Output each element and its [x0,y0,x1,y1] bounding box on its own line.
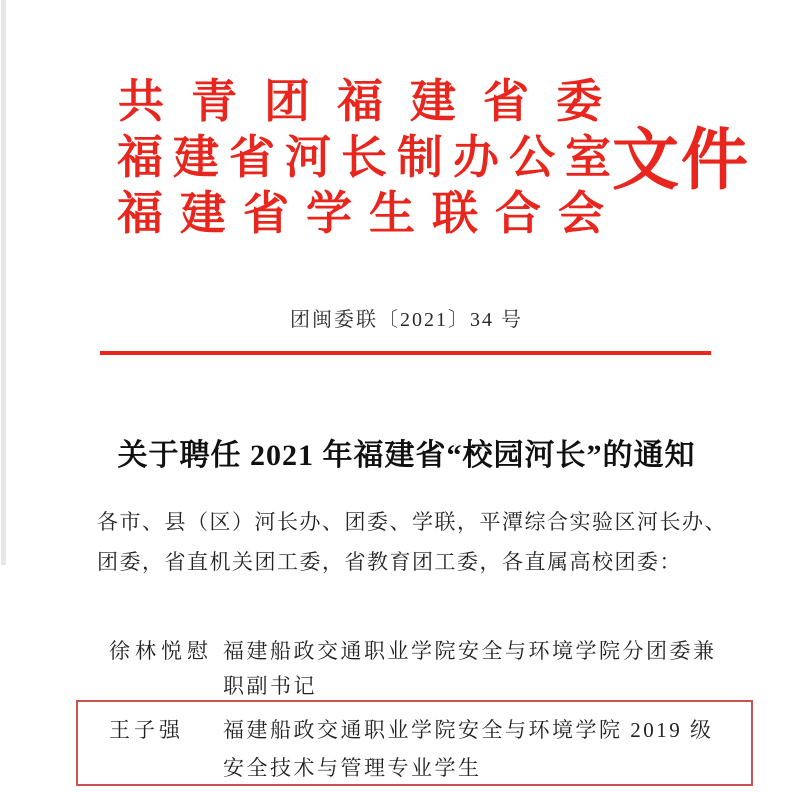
appointee-description-line-1: 福建船政交通职业学院安全与环境学院 2019 级 [223,718,714,742]
letterhead-document-word: 文件 [612,124,750,198]
document-reference-number: 团闽委联〔2021〕34 号 [290,309,523,331]
document-title: 关于聘任 2021 年福建省“校园河长”的通知 [117,439,696,472]
letterhead-org-line3: 福建省学生联合会 [117,188,621,239]
salutation-paragraph [97,502,757,582]
salutation-line-2: 团委，省直机关团工委，省教育团工委，各直属高校团委： [97,550,682,574]
salutation-line-1: 各市、县（区）河长办、团委、学联，平潭综合实验区河长办、 [97,510,727,534]
appointee-description [223,720,728,792]
appointee-description-line-2: 职副书记 [223,674,317,698]
appointee-name: 王子强 [109,718,184,742]
appointee-name: 徐林悦慰 [109,639,213,663]
appointee-row-2 [109,720,728,792]
letterhead-org-line1: 共青团福建省委 [118,76,629,127]
page-edge-strip [1,0,6,565]
appointee-description-line-2: 安全技术与管理专业学生 [223,756,482,780]
appointee-description-line-1: 福建船政交通职业学院安全与环境学院分团委兼 [223,639,717,663]
red-divider-line [100,351,711,355]
letterhead-org-line2: 福建省河长制办公室 [117,132,621,183]
